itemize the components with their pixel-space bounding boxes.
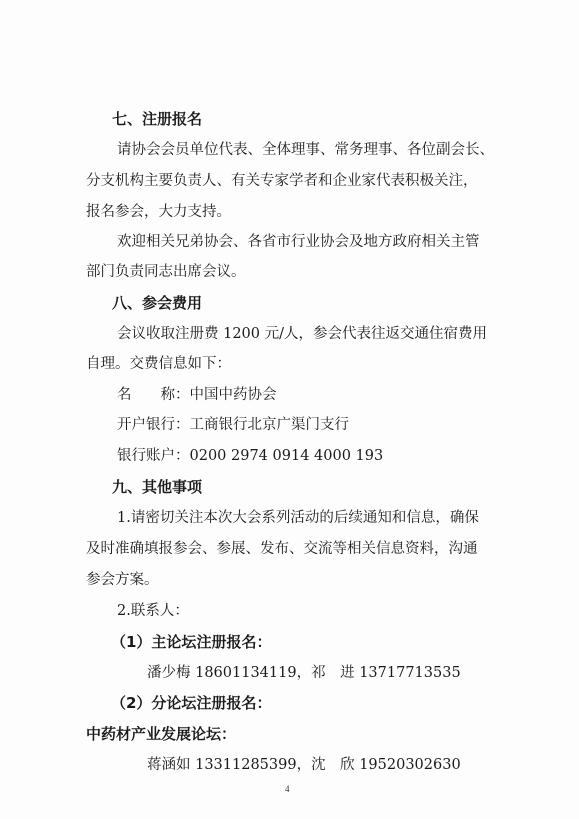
section-8-heading: 八、参会费用 bbox=[112, 294, 203, 312]
sub-forum-heading: （2）分论坛注册报名： bbox=[111, 694, 272, 712]
herb-forum-heading: 中药材产业发展论坛： bbox=[86, 725, 237, 743]
section-7-para1-line1: 请协会会员单位代表、全体理事、常务理事、各位副会长、 bbox=[117, 142, 494, 158]
section-9-item2: 2.联系人： bbox=[117, 603, 189, 619]
section-9-item1-line3: 参会方案。 bbox=[86, 572, 159, 588]
section-9-item1-line1: 1.请密切关注本次大会系列活动的后续通知和信息，确保 bbox=[117, 510, 479, 526]
section-7-para2-line1: 欢迎相关兄弟协会、各省市行业协会及地方政府相关主管 bbox=[117, 234, 480, 250]
section-7-para2-line2: 部门负责同志出席会议。 bbox=[86, 264, 246, 280]
bank-name: 开户银行：工商银行北京广渠门支行 bbox=[117, 417, 349, 433]
page-number: 4 bbox=[285, 784, 290, 794]
section-8-para1-line1: 会议收取注册费 1200 元/人，参会代表往返交通住宿费用 bbox=[117, 326, 488, 342]
herb-forum-contacts: 蒋涵如 13311285399，沈 欣 19520302630 bbox=[147, 757, 461, 773]
main-forum-contacts: 潘少梅 18601134119，祁 进 13717713535 bbox=[147, 665, 461, 681]
main-forum-heading: （1）主论坛注册报名： bbox=[111, 633, 272, 651]
section-7-heading: 七、注册报名 bbox=[112, 110, 203, 128]
section-8-para1-line2: 自理。交费信息如下： bbox=[86, 356, 231, 372]
section-9-heading: 九、其他事项 bbox=[112, 478, 203, 496]
section-7-para1-line3: 报名参会，大力支持。 bbox=[86, 204, 231, 220]
section-7-para1-line2: 分支机构主要负责人、有关专家学者和企业家代表积极关注， bbox=[86, 173, 478, 189]
account-name: 名 称：中国中药协会 bbox=[117, 387, 277, 403]
section-9-item1-line2: 及时准确填报参会、参展、发布、交流等相关信息资料，沟通 bbox=[86, 541, 478, 557]
bank-account-number: 银行账户：0200 2974 0914 4000 193 bbox=[117, 448, 384, 464]
